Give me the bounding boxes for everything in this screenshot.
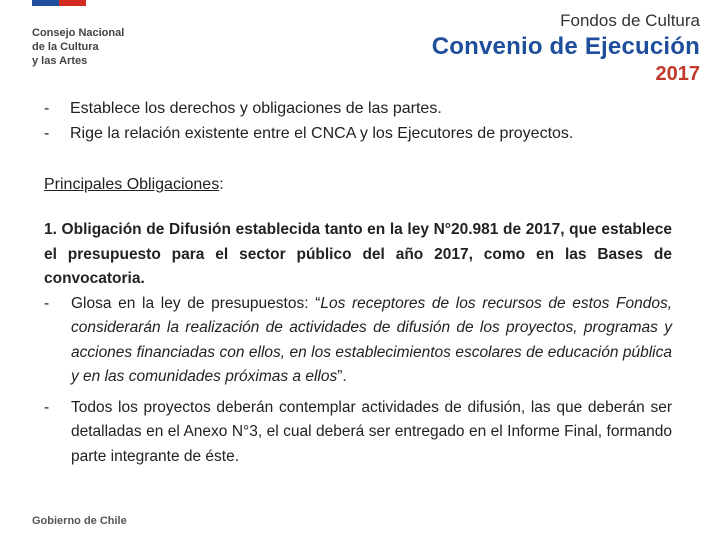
org-logo-line-1: Consejo Nacional: [32, 27, 125, 39]
header-kicker: Fondos de Cultura: [560, 11, 700, 30]
obligation-1: 1. Obligación de Difusión establecida tanto en la ley N°20.981 de 2017, que establece el presupuesto para el sector público del año 2017, como en las Bases de convocatoria.: [44, 221, 672, 287]
list-item-text: Establece los derechos y obligaciones de las partes.: [70, 100, 442, 117]
footer-logo: Gobierno de Chile: [32, 515, 127, 527]
glosa-lead: Glosa en la ley de presupuestos: “: [71, 294, 321, 312]
obligations-body: [44, 218, 672, 469]
sub-bullet-text: [71, 292, 672, 390]
sub-bullet-glosa: [44, 292, 672, 390]
glosa-end: ”.: [337, 368, 347, 385]
list-item: [44, 121, 694, 146]
sub-bullet-projects: [44, 396, 672, 470]
list-item-text: Rige la relación existente entre el CNCA y los Ejecutores de proyectos.: [70, 125, 574, 142]
section-heading: [44, 174, 224, 196]
bullet-dash: -: [44, 125, 50, 142]
bullet-dash: -: [44, 100, 50, 117]
bullet-dash: -: [44, 294, 50, 312]
page-title: Convenio de Ejecución: [431, 33, 700, 60]
slide-header: [432, 10, 700, 86]
bullet-dash: -: [44, 398, 50, 416]
org-logo-line-2: de la Cultura: [32, 41, 99, 53]
header-year: 2017: [655, 63, 700, 85]
org-logo-line-3: y las Artes: [32, 55, 88, 67]
section-heading-colon: :: [219, 176, 224, 193]
section-heading-text: Principales Obligaciones: [44, 176, 220, 193]
glosa-quote: Los receptores de los recursos de estos Fondos, considerarán la realización de actividades de difusión de los proyectos, programas y acciones financiadas con ellos, en los establecimientos escolares de educación pública y en las comunidades próximas a ellos: [71, 294, 672, 385]
sub-bullet-text: Todos los proyectos deberán contemplar actividades de difusión, las que deberán ser detalladas en el Anexo N°3, el cual deberá ser entregado en el Informe Final, formando parte integrante de éste.: [71, 398, 672, 465]
flag-red-stripe: [59, 0, 86, 6]
org-logo: [32, 26, 124, 68]
list-item: [44, 96, 694, 121]
intro-list: [44, 96, 694, 146]
flag-blue-stripe: [32, 0, 59, 6]
flag-bar: [32, 0, 86, 6]
